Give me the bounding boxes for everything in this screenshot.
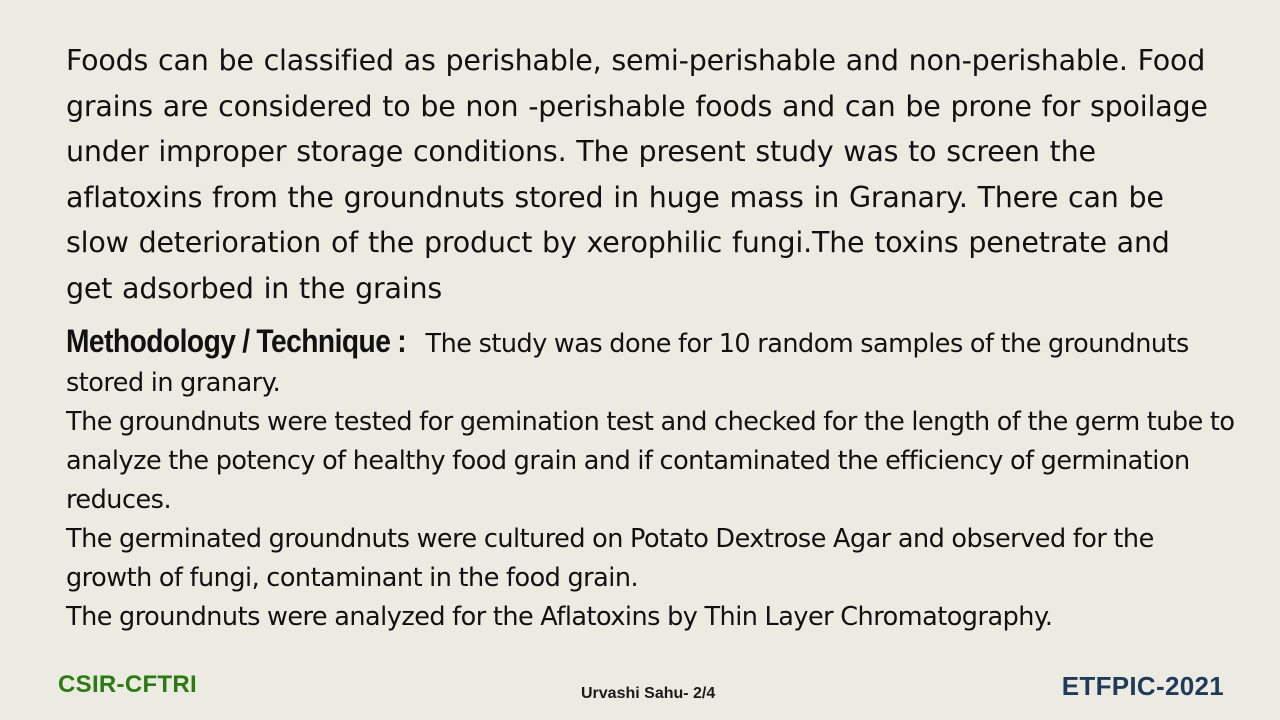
methodology-paragraph-tlc: The groundnuts were analyzed for the Aflatoxins by Thin Layer Chromatography. — [66, 602, 1053, 632]
footer-author-page: Urvashi Sahu- 2/4 — [581, 685, 716, 702]
methodology-lead-text: The study was done for 10 random samples of the groundnuts stored in granary. — [66, 329, 1189, 398]
intro-paragraph: Foods can be classified as perishable, semi-perishable and non-perishable. Food grains are considered to be non -perishable foods and can be prone for spoilage under improper storage conditions. The present study was to screen the aflatoxins from the groundnuts stored in huge mass in Granary. There can be slow deterioration of the product by xerophilic fungi.The toxins penetrate and get adsorbed in the grains — [66, 44, 1208, 305]
methodology-paragraph-culture: The germinated groundnuts were cultured on Potato Dextrose Agar and observed for the growth of fungi, contaminant in the food grain. — [66, 524, 1154, 593]
methodology-section — [66, 322, 1246, 637]
methodology-heading: Methodology / Technique : — [66, 323, 407, 359]
methodology-lead — [66, 322, 1246, 403]
footer-organization: CSIR-CFTRI — [58, 671, 197, 698]
methodology-paragraph-germination: The groundnuts were tested for gemination test and checked for the length of the germ tube to analyze the potency of healthy food grain and if contaminated the efficiency of germination reduces. — [66, 407, 1235, 515]
footer-conference: ETFPIC-2021 — [1061, 671, 1224, 701]
